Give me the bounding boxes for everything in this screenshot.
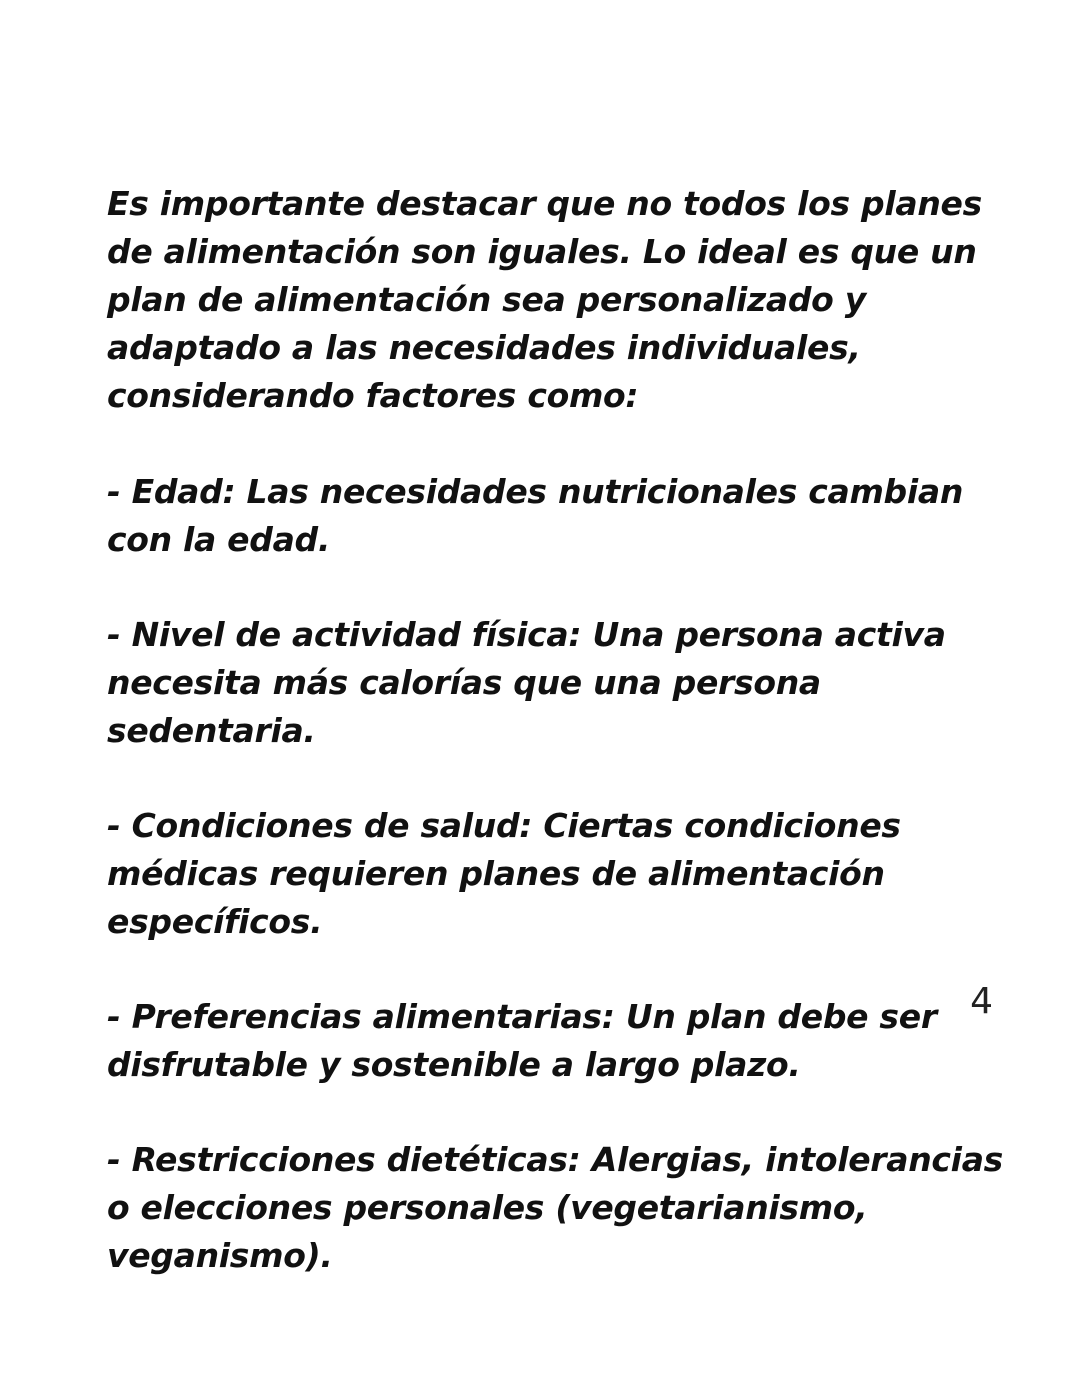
list-item-preferencias: - Preferencias alimentarias: Un plan debe ser disfrutable y sostenible a largo plazo. [107, 997, 937, 1084]
body-text [107, 180, 1007, 1327]
intro-paragraph: Es importante destacar que no todos los planes de alimentación son iguales. Lo ideal es que un plan de alimentación sea personalizado y adaptado a las necesidades individuales, considerando factores como: [107, 184, 982, 415]
list-item-actividad-fisica: - Nivel de actividad física: Una persona activa necesita más calorías que una persona sedentaria. [107, 615, 946, 750]
list-item-restricciones: - Restricciones dietéticas: Alergias, intolerancias o elecciones personales (vegetarianismo, veganismo). [107, 1140, 1004, 1275]
page-number: 4 [970, 981, 993, 1022]
list-item-edad: - Edad: Las necesidades nutricionales cambian con la edad. [107, 472, 964, 559]
list-item-condiciones-salud: - Condiciones de salud: Ciertas condiciones médicas requieren planes de alimentación específicos. [107, 806, 901, 941]
